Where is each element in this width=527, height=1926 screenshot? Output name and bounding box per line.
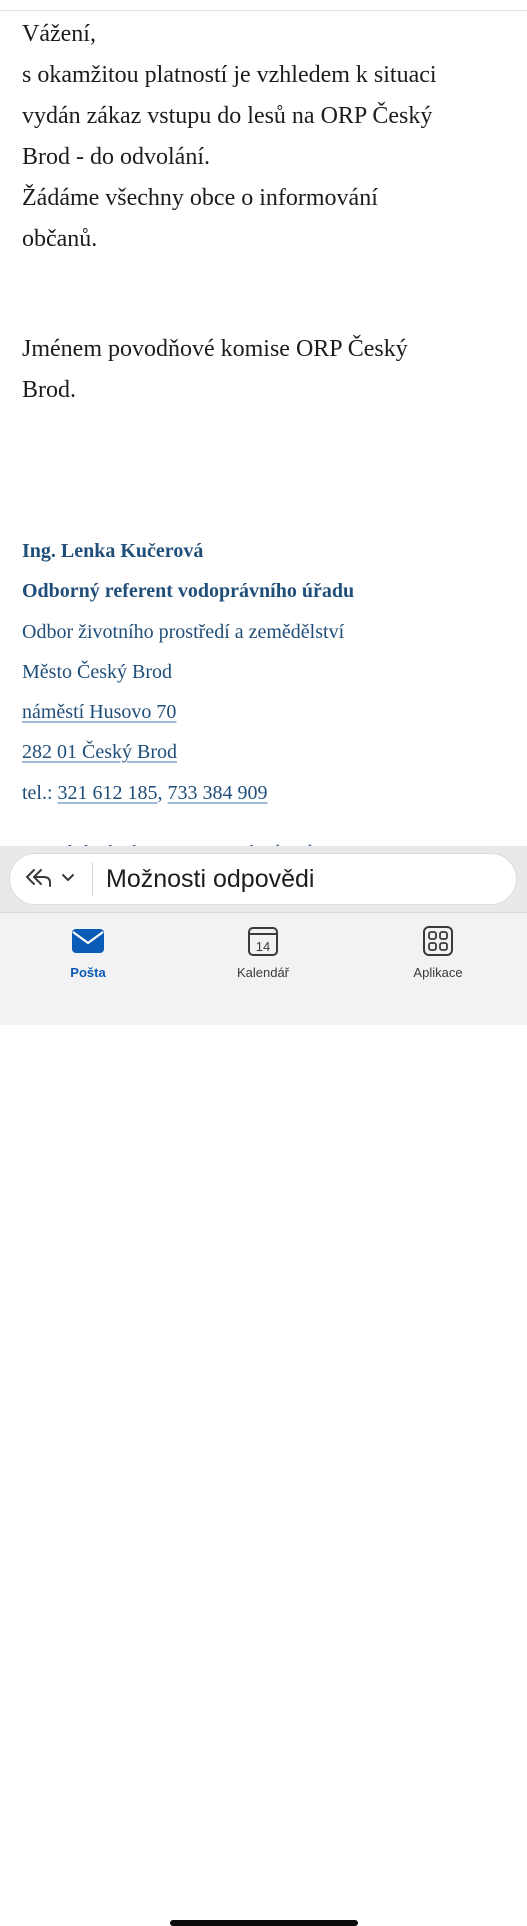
signature-phone-line: [22, 773, 517, 813]
signature-phone1-link[interactable]: 321 612 185: [57, 781, 158, 804]
email-closing-line: Brod.: [22, 377, 76, 403]
email-signature: [22, 531, 517, 873]
email-body-line: Žádáme všechny obce o informování: [22, 185, 378, 211]
tab-calendar[interactable]: [203, 921, 323, 980]
tab-mail-label: Pošta: [70, 965, 106, 980]
signature-zip-link[interactable]: 282 01 Český Brod: [22, 741, 177, 764]
signature-city: Město Český Brod: [22, 660, 172, 683]
signature-street-link[interactable]: náměstí Husovo 70: [22, 701, 177, 724]
signature-phone-separator: ,: [157, 781, 168, 804]
signature-department: Odbor životního prostředí a zemědělství: [22, 620, 345, 643]
email-body[interactable]: [22, 14, 517, 846]
chevron-down-icon: [60, 869, 76, 890]
reply-divider: [92, 862, 93, 896]
reply-all-icon: [24, 865, 54, 894]
signature-name: Ing. Lenka Kučerová: [22, 540, 204, 562]
apps-grid-icon: [378, 921, 498, 961]
reply-options-label: Možnosti odpovědi: [106, 865, 315, 893]
bottom-tab-bar: [0, 912, 527, 1025]
email-body-line: Brod - do odvolání.: [22, 144, 210, 170]
reply-options-bar: [0, 846, 527, 912]
calendar-icon: [203, 921, 323, 961]
signature-phone-label: tel.:: [22, 781, 58, 804]
email-closing-line: Jménem povodňové komise ORP Český: [22, 336, 408, 362]
email-body-line: s okamžitou platností je vzhledem k situaci: [22, 62, 437, 88]
email-body-line: občanů.: [22, 226, 98, 252]
signature-phone2-link[interactable]: 733 384 909: [167, 781, 268, 804]
tab-calendar-label: Kalendář: [236, 965, 290, 980]
tab-mail[interactable]: [28, 921, 148, 980]
header-divider: [0, 10, 527, 11]
mail-icon: [28, 921, 148, 961]
signature-position: Odborný referent vodoprávního úřadu: [22, 580, 355, 603]
calendar-day-number: 14: [255, 939, 271, 954]
email-greeting: Vážení,: [22, 21, 96, 47]
tab-apps[interactable]: [378, 921, 498, 980]
reply-options-button[interactable]: [10, 854, 516, 904]
reply-icons[interactable]: [24, 854, 90, 904]
email-body-line: vydán zákaz vstupu do lesů na ORP Český: [22, 103, 433, 129]
tab-apps-label: Aplikace: [413, 965, 463, 980]
home-indicator[interactable]: [170, 1920, 358, 1926]
